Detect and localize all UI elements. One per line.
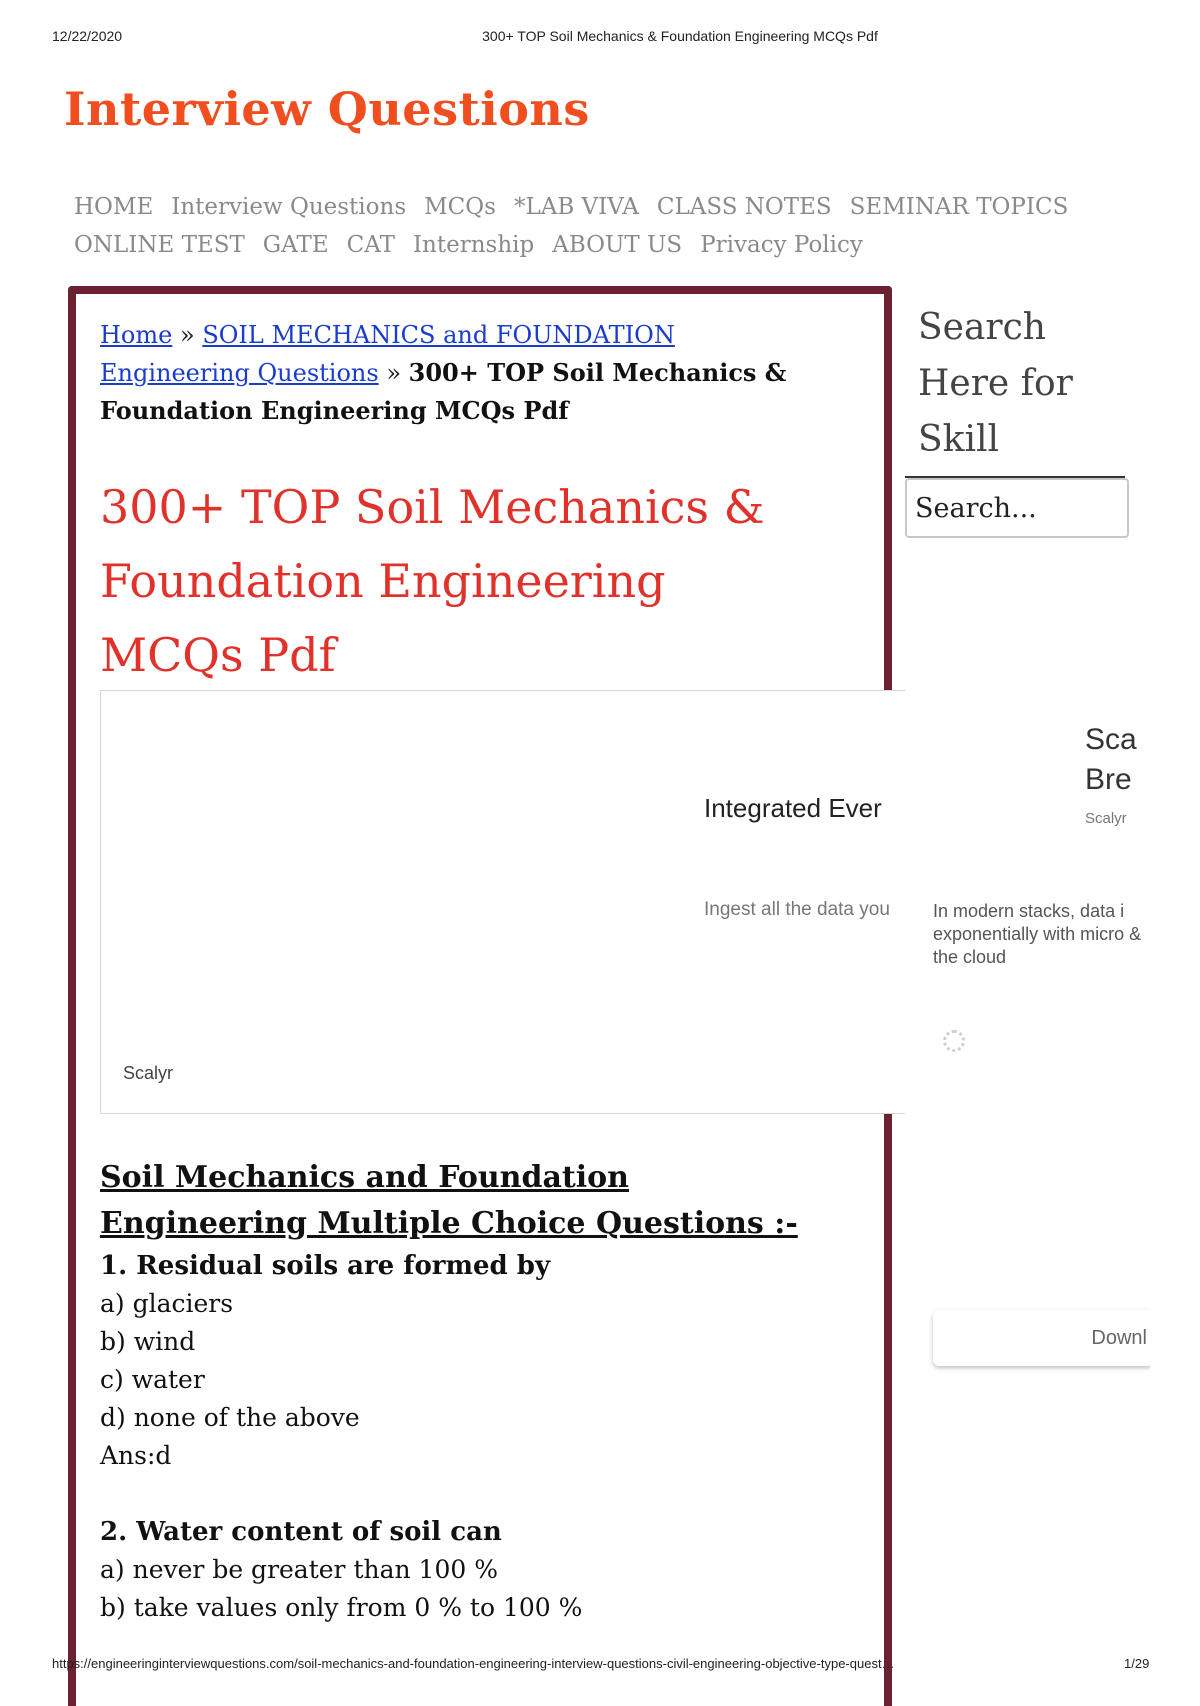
nav-privacy-policy[interactable]: Privacy Policy [700, 232, 863, 258]
search-input[interactable] [905, 478, 1129, 538]
pdf-date: 12/22/2020 [52, 28, 123, 44]
nav-internship[interactable]: Internship [412, 232, 535, 258]
question-1-option-c: c) water [100, 1365, 205, 1394]
nav-lab-viva[interactable]: *LAB VIVA [513, 194, 639, 220]
pdf-title: 300+ TOP Soil Mechanics & Foundation Engineering MCQs Pdf [482, 28, 878, 44]
nav-online-test[interactable]: ONLINE TEST [74, 232, 245, 258]
pdf-page-number: 1/29 [1124, 1656, 1150, 1671]
breadcrumb-category-link[interactable]: SOIL MECHANICS and FOUNDATION Engineering Questions [100, 321, 675, 387]
ad-headline[interactable]: Integrated Ever [704, 793, 882, 823]
question-1-answer: Ans:d [100, 1441, 172, 1470]
nav-interview-questions[interactable]: Interview Questions [171, 194, 407, 220]
ad-brand[interactable]: Scalyr [123, 1063, 174, 1083]
question-2-option-b: b) take values only from 0 % to 100 % [100, 1593, 583, 1622]
breadcrumb-separator: » [386, 359, 401, 387]
mcq-heading: Soil Mechanics and Foundation Engineering Multiple Choice Questions :- [100, 1160, 798, 1241]
mcq-section [100, 1155, 820, 1627]
question-1-option-a: a) glaciers [100, 1289, 234, 1318]
post-title: 300+ TOP Soil Mechanics & Foundation Engineering MCQs Pdf [100, 480, 765, 682]
side-ad-download-button[interactable]: Downl [933, 1310, 1150, 1366]
pdf-url: https://engineeringinterviewquestions.com/soil-mechanics-and-foundation-engineering-interview-questions-civil-engineering-objective-type-quest… [52, 1656, 895, 1671]
breadcrumb-separator: » [179, 321, 195, 349]
side-ad-title[interactable]: Sca Bre [1085, 723, 1137, 796]
question-1-option-b: b) wind [100, 1327, 196, 1356]
question-2-option-a: a) never be greater than 100 % [100, 1555, 498, 1584]
nav-gate[interactable]: GATE [262, 232, 329, 258]
breadcrumb-current: 300+ TOP Soil Mechanics & Foundation Engineering MCQs Pdf [100, 358, 787, 425]
question-2: 2. Water content of soil can [100, 1517, 502, 1547]
breadcrumb [100, 316, 820, 430]
main-nav [64, 188, 1114, 264]
side-ad-brand: Scalyr [1085, 810, 1127, 827]
nav-about-us[interactable]: ABOUT US [552, 232, 683, 258]
sidebar-search-heading: Search Here for Skill [918, 307, 1073, 460]
nav-mcqs[interactable]: MCQs [424, 194, 496, 220]
breadcrumb-home-link[interactable]: Home [100, 321, 173, 349]
ad-banner[interactable] [100, 690, 905, 1114]
pdf-header [0, 28, 1200, 48]
ad-description: Ingest all the data you [704, 899, 890, 920]
side-ad-description: In modern stacks, data i exponentially with micro & the cloud [933, 901, 1142, 967]
site-title[interactable]: Interview Questions [64, 82, 590, 136]
question-1: 1. Residual soils are formed by [100, 1251, 551, 1281]
nav-cat[interactable]: CAT [346, 232, 395, 258]
nav-home[interactable]: HOME [74, 194, 154, 220]
loading-spinner-icon [943, 1030, 965, 1052]
nav-seminar-topics[interactable]: SEMINAR TOPICS [849, 194, 1069, 220]
side-ad[interactable] [905, 700, 1150, 1380]
question-1-option-d: d) none of the above [100, 1403, 360, 1432]
nav-class-notes[interactable]: CLASS NOTES [656, 194, 832, 220]
